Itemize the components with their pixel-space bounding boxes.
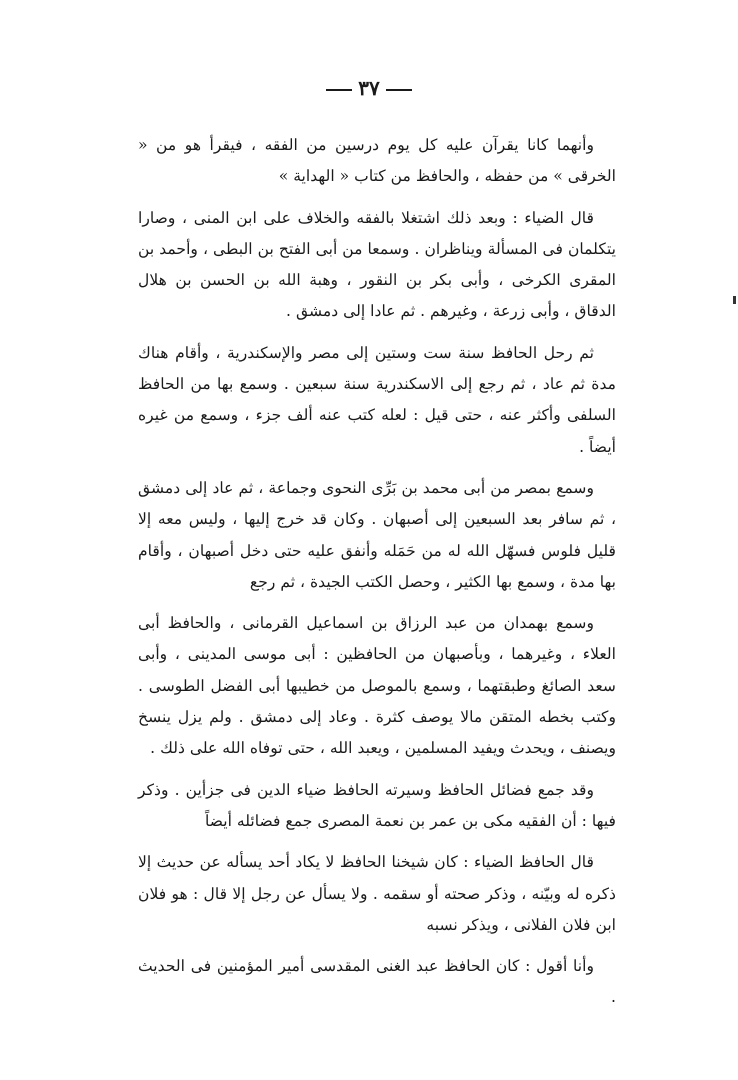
- paragraph-1: وأنهما كانا يقرآن عليه كل يوم درسين من الفقه ، فيقرأ هو من « الخرقى » من حفظه ، والحافظ من كتاب « الهداية »: [138, 136, 616, 186]
- page-number: ٣٧: [358, 76, 380, 100]
- scan-edge-mark: [733, 296, 736, 304]
- paragraph-6: وقد جمع فضائل الحافظ وسيرته الحافظ ضياء الدين فى جزأين . وذكر فيها : أن الفقيه مكى بن عمر بن نعمة المصرى جمع فضائله أيضاً: [138, 780, 616, 830]
- paragraph-2: قال الضياء : وبعد ذلك اشتغلا بالفقه والخلاف على ابن المنى ، وصارا يتكلمان فى المسألة ويناظران . وسمعا من أبى الفتح بن البطى ، وأحمد بن المقرى الكرخى ، وأبى بكر بن النقور ، وهبة الله بن الحسن بن هلال الدقاق ، وأبى زرعة ، وغيرهم . ثم عادا إلى دمشق .: [138, 208, 616, 321]
- page-header: [0, 76, 738, 100]
- paragraph-4: وسمع بمصر من أبى محمد بن بَرِّى النحوى وجماعة ، ثم عاد إلى دمشق ، ثم سافر بعد السبعين إلى أصبهان . وكان قد خرج إليها ، وليس معه إلا قليل فلوس فسهّل الله له من حَمَله وأنفق عليه حتى دخل أصبهان ، وأقام بها مدة ، وسمع بها الكثير ، وحصل الكتب الجيدة ، ثم رجع: [138, 478, 616, 591]
- paragraph-5: وسمع بهمدان من عبد الرزاق بن اسماعيل القرمانى ، والحافظ أبى العلاء ، وغيرهما ، وبأصبهان من الحافظين : أبى موسى المدينى ، وأبى سعد الصائغ وطبقتهما ، وسمع بالموصل من خطيبها أبى الفضل الطوسى . وكتب بخطه المتقن مالا يوصف كثرة . وعاد إلى دمشق . ولم يزل ينسخ ويصنف ، ويحدث ويفيد المسلمين ، ويعبد الله ، حتى توفاه الله على ذلك .: [138, 614, 616, 758]
- paragraph-3: ثم رحل الحافظ سنة ست وستين إلى مصر والإسكندرية ، وأقام هناك مدة ثم عاد ، ثم رجع إلى الاسكندرية سنة سبعين . وسمع بها من الحافظ السلفى وأكثر عنه ، حتى قيل : لعله كتب عنه ألف جزء ، وسمع من غيره أيضاً .: [138, 343, 616, 456]
- body-text: [138, 130, 616, 1015]
- paragraph-8: وأنا أقول : كان الحافظ عبد الغنى المقدسى أمير المؤمنين فى الحديث .: [138, 957, 616, 1007]
- paragraph-7: قال الحافظ الضياء : كان شيخنا الحافظ لا يكاد أحد يسأله عن حديث إلا ذكره له وبيّنه ، وذكر صحته أو سقمه . ولا يسأل عن رجل إلا قال : هو فلان ابن فلان الفلانى ، ويذكر نسبه: [138, 853, 616, 934]
- header-dash-left: [326, 89, 352, 91]
- header-dash-right: [386, 89, 412, 91]
